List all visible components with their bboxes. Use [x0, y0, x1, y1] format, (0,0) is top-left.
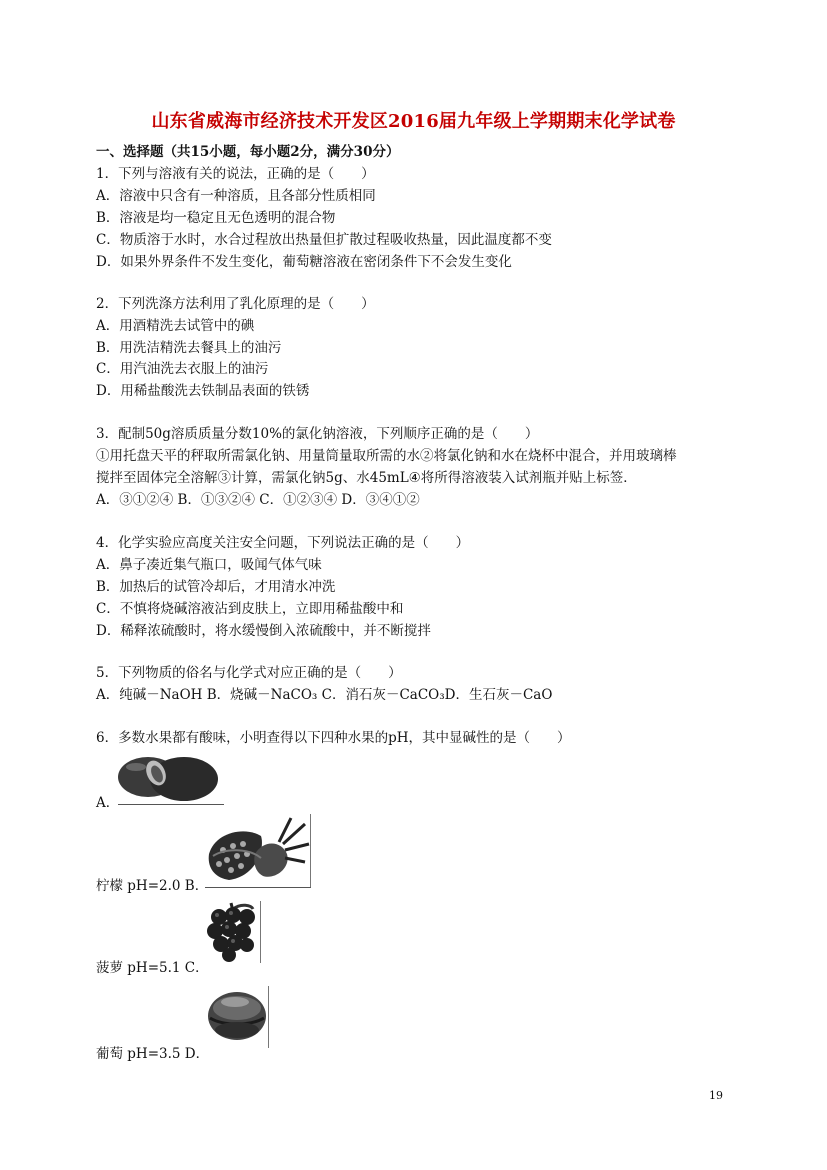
q4-option-d: D．稀释浓硫酸时，将水缓慢倒入浓硫酸中，并不断搅拌 — [96, 623, 431, 639]
q6-label-c: 菠萝 pH=5.1 C． — [96, 960, 209, 976]
q6-stem: 6．多数水果都有酸味，小明查得以下四种水果的pH，其中显碱性的是（ ） — [96, 730, 571, 746]
q3-options: A．③①②④ B．①③②④ C．①②③④ D．③④①② — [96, 492, 420, 508]
q2-option-c: C．用汽油洗去衣服上的油污 — [96, 361, 269, 377]
q6-label-a: A． — [96, 795, 120, 811]
fruit-image-b — [205, 814, 311, 888]
q3-line-2: 搅拌至固体完全溶解③计算，需氯化钠5g、水45mL④将所得溶液装入试剂瓶并贴上标签． — [96, 470, 637, 486]
q4-stem: 4．化学实验应高度关注安全问题，下列说法正确的是（ ） — [96, 535, 470, 551]
image-baseline — [118, 804, 224, 805]
q5-stem: 5．下列物质的俗名与化学式对应正确的是（ ） — [96, 665, 402, 681]
q2-option-b: B．用洗洁精洗去餐具上的油污 — [96, 340, 282, 356]
image-baseline — [205, 887, 311, 888]
q4-option-b: B．加热后的试管冷却后，才用清水冲洗 — [96, 579, 336, 595]
q6-label-d: 葡萄 pH=3.5 D． — [96, 1046, 210, 1062]
q4-option-c: C．不慎将烧碱溶液沾到皮肤上，立即用稀盐酸中和 — [96, 601, 404, 617]
image-border — [268, 986, 269, 1048]
q1-option-d: D．如果外界条件不发生变化，葡萄糖溶液在密闭条件下不会发生变化 — [96, 254, 512, 270]
fruit-image-c — [205, 901, 261, 963]
q1-option-b: B．溶液是均一稳定且无色透明的混合物 — [96, 210, 336, 226]
q6-label-b: 柠檬 pH=2.0 B． — [96, 878, 209, 894]
q1-stem: 1．下列与溶液有关的说法，正确的是（ ） — [96, 166, 375, 182]
q3-line-1: ①用托盘天平的秤取所需氯化钠、用量筒量取所需的水②将氯化钠和水在烧杯中混合，并用玻璃棒 — [96, 448, 677, 464]
page-number: 19 — [709, 1089, 723, 1102]
fruit-image-d — [205, 986, 269, 1048]
q2-stem: 2．下列洗涤方法利用了乳化原理的是（ ） — [96, 296, 375, 312]
q3-stem: 3．配制50g溶质质量分数10%的氯化钠溶液，下列顺序正确的是（ ） — [96, 426, 539, 442]
q1-option-c: C．物质溶于水时，水合过程放出热量但扩散过程吸收热量，因此温度都不变 — [96, 232, 552, 248]
q1-option-a: A．溶液中只含有一种溶质，且各部分性质相同 — [96, 188, 376, 204]
section-heading: 一、选择题（共15小题，每小题2分，满分30分） — [96, 144, 400, 160]
fruit-image-a — [116, 753, 226, 805]
image-border — [310, 814, 311, 888]
q5-options: A．纯碱－NaOH B．烧碱－NaCO₃ C．消石灰－CaCO₃D．生石灰－CaO — [96, 687, 553, 703]
image-border — [260, 901, 261, 963]
q2-option-d: D．用稀盐酸洗去铁制品表面的铁锈 — [96, 383, 310, 399]
page-title: 山东省威海市经济技术开发区2016届九年级上学期期末化学试卷 — [151, 111, 676, 132]
q4-option-a: A．鼻子凑近集气瓶口，吸闻气体气味 — [96, 557, 322, 573]
q2-option-a: A．用酒精洗去试管中的碘 — [96, 318, 255, 334]
